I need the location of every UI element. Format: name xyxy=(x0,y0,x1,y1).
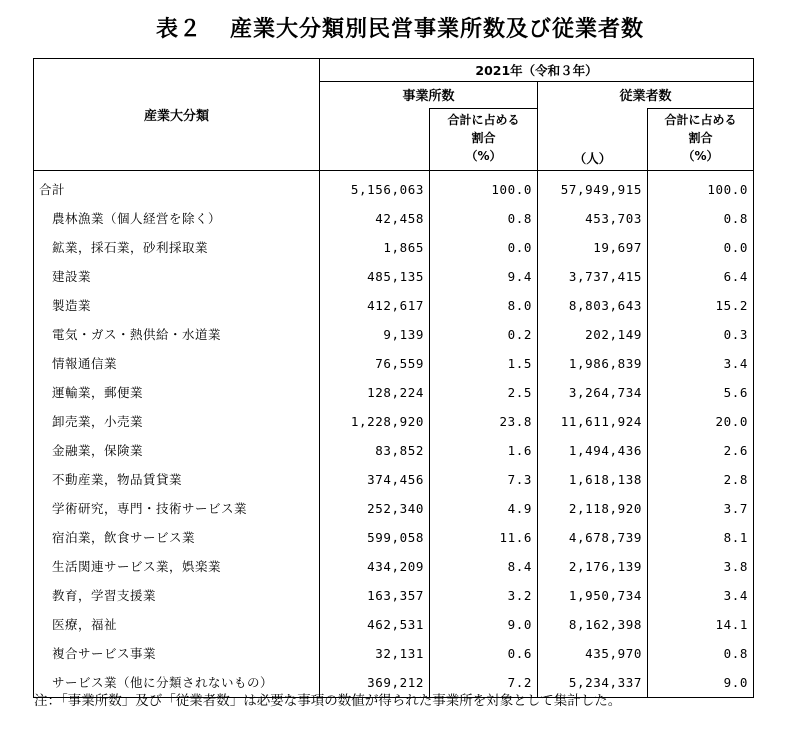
employees-value: 435,970 xyxy=(538,639,648,668)
share-line2: 割合 xyxy=(471,131,496,145)
establishments-share-value: 7.3 xyxy=(430,465,538,494)
industry-name: 学術研究，専門・技術サービス業 xyxy=(34,494,320,523)
industry-name: 運輸業，郵便業 xyxy=(34,378,320,407)
table-row xyxy=(34,465,754,494)
establishments-share-value: 100.0 xyxy=(430,170,538,204)
establishments-share-value: 8.4 xyxy=(430,552,538,581)
table-row xyxy=(34,204,754,233)
establishments-share-value: 23.8 xyxy=(430,407,538,436)
employees-share-value: 14.1 xyxy=(648,610,754,639)
industry-name: 不動産業，物品賃貸業 xyxy=(34,465,320,494)
employees-value: 453,703 xyxy=(538,204,648,233)
employees-value: 202,149 xyxy=(538,320,648,349)
establishments-share-value: 8.0 xyxy=(430,291,538,320)
employees-share-value: 0.8 xyxy=(648,639,754,668)
share-line1: 合計に占める xyxy=(447,113,520,127)
employees-value: 3,264,734 xyxy=(538,378,648,407)
employees-value: 57,949,915 xyxy=(538,170,648,204)
industry-name: サービス業（他に分類されないもの） xyxy=(34,668,320,698)
footnote: 注：「事業所数」及び「従業者数」は必要な事項の数値が得られた事業所を対象として集計した。 xyxy=(34,693,622,709)
table-row xyxy=(34,523,754,552)
header-employees-share xyxy=(648,109,754,171)
industry-name: 医療，福祉 xyxy=(34,610,320,639)
establishments-value: 5,156,063 xyxy=(320,170,430,204)
industry-name: 製造業 xyxy=(34,291,320,320)
header-establishments: 事業所数 xyxy=(320,82,538,109)
industry-name: 複合サービス事業 xyxy=(34,639,320,668)
statistics-table xyxy=(33,58,754,698)
table-row xyxy=(34,320,754,349)
employees-share-value: 3.4 xyxy=(648,581,754,610)
establishments-value: 128,224 xyxy=(320,378,430,407)
industry-name: 建設業 xyxy=(34,262,320,291)
table-number: 表２ xyxy=(155,17,202,42)
table-row xyxy=(34,349,754,378)
employees-share-value: 0.0 xyxy=(648,233,754,262)
employees-share-value: 5.6 xyxy=(648,378,754,407)
industry-name: 農林漁業（個人経営を除く） xyxy=(34,204,320,233)
establishments-share-value: 0.2 xyxy=(430,320,538,349)
employees-share-value: 3.4 xyxy=(648,349,754,378)
employees-value: 3,737,415 xyxy=(538,262,648,291)
table-row xyxy=(34,610,754,639)
establishments-value: 32,131 xyxy=(320,639,430,668)
establishments-value: 485,135 xyxy=(320,262,430,291)
share-line1: 合計に占める xyxy=(664,113,737,127)
employees-share-value: 0.3 xyxy=(648,320,754,349)
industry-name: 情報通信業 xyxy=(34,349,320,378)
establishments-value: 462,531 xyxy=(320,610,430,639)
industry-name: 教育，学習支援業 xyxy=(34,581,320,610)
employees-value: 5,234,337 xyxy=(538,668,648,698)
employees-value: 2,176,139 xyxy=(538,552,648,581)
table-row xyxy=(34,581,754,610)
establishments-share-value: 0.0 xyxy=(430,233,538,262)
establishments-value: 1,865 xyxy=(320,233,430,262)
table-row xyxy=(34,494,754,523)
establishments-share-value: 2.5 xyxy=(430,378,538,407)
employees-share-value: 6.4 xyxy=(648,262,754,291)
employees-value: 2,118,920 xyxy=(538,494,648,523)
employees-value: 8,803,643 xyxy=(538,291,648,320)
employees-share-value: 9.0 xyxy=(648,668,754,698)
establishments-share-value: 4.9 xyxy=(430,494,538,523)
employees-share-value: 20.0 xyxy=(648,407,754,436)
industry-name: 合計 xyxy=(34,170,320,204)
header-persons-unit: （人） xyxy=(538,109,648,171)
header-industry-category: 産業大分類 xyxy=(34,59,320,171)
industry-name: 金融業，保険業 xyxy=(34,436,320,465)
establishments-value: 42,458 xyxy=(320,204,430,233)
table-row xyxy=(34,552,754,581)
table-row xyxy=(34,378,754,407)
employees-share-value: 3.8 xyxy=(648,552,754,581)
establishments-value: 9,139 xyxy=(320,320,430,349)
page-title xyxy=(0,12,800,43)
employees-share-value: 100.0 xyxy=(648,170,754,204)
establishments-value: 369,212 xyxy=(320,668,430,698)
establishments-value: 374,456 xyxy=(320,465,430,494)
establishments-value: 1,228,920 xyxy=(320,407,430,436)
employees-value: 1,618,138 xyxy=(538,465,648,494)
employees-share-value: 2.6 xyxy=(648,436,754,465)
establishments-share-value: 11.6 xyxy=(430,523,538,552)
establishments-share-value: 3.2 xyxy=(430,581,538,610)
header-year: 2021年（令和３年） xyxy=(320,59,754,82)
employees-value: 1,986,839 xyxy=(538,349,648,378)
header-spacer xyxy=(320,109,430,171)
establishments-share-value: 1.6 xyxy=(430,436,538,465)
employees-value: 8,162,398 xyxy=(538,610,648,639)
employees-share-value: 15.2 xyxy=(648,291,754,320)
table-row xyxy=(34,436,754,465)
establishments-value: 599,058 xyxy=(320,523,430,552)
industry-name: 卸売業，小売業 xyxy=(34,407,320,436)
table-row xyxy=(34,639,754,668)
establishments-value: 252,340 xyxy=(320,494,430,523)
industry-name: 生活関連サービス業，娯楽業 xyxy=(34,552,320,581)
table-row xyxy=(34,233,754,262)
share-line2: 割合 xyxy=(688,131,713,145)
employees-value: 1,950,734 xyxy=(538,581,648,610)
employees-share-value: 3.7 xyxy=(648,494,754,523)
share-unit: （%） xyxy=(465,149,502,163)
establishments-share-value: 9.0 xyxy=(430,610,538,639)
establishments-share-value: 1.5 xyxy=(430,349,538,378)
establishments-share-value: 9.4 xyxy=(430,262,538,291)
employees-value: 1,494,436 xyxy=(538,436,648,465)
industry-name: 鉱業，採石業，砂利採取業 xyxy=(34,233,320,262)
industry-name: 宿泊業，飲食サービス業 xyxy=(34,523,320,552)
employees-value: 19,697 xyxy=(538,233,648,262)
employees-share-value: 0.8 xyxy=(648,204,754,233)
establishments-share-value: 7.2 xyxy=(430,668,538,698)
table-row xyxy=(34,407,754,436)
table-row xyxy=(34,170,754,204)
table-title-text: 産業大分類別民営事業所数及び従業者数 xyxy=(230,17,645,42)
employees-value: 4,678,739 xyxy=(538,523,648,552)
establishments-share-value: 0.6 xyxy=(430,639,538,668)
establishments-value: 163,357 xyxy=(320,581,430,610)
industry-name: 電気・ガス・熱供給・水道業 xyxy=(34,320,320,349)
establishments-value: 83,852 xyxy=(320,436,430,465)
header-establishments-share xyxy=(430,109,538,171)
header-employees: 従業者数 xyxy=(538,82,754,109)
employees-share-value: 8.1 xyxy=(648,523,754,552)
employees-share-value: 2.8 xyxy=(648,465,754,494)
table-row xyxy=(34,262,754,291)
establishments-value: 434,209 xyxy=(320,552,430,581)
employees-value: 11,611,924 xyxy=(538,407,648,436)
establishments-share-value: 0.8 xyxy=(430,204,538,233)
table-row xyxy=(34,291,754,320)
establishments-value: 76,559 xyxy=(320,349,430,378)
share-unit: （%） xyxy=(682,149,719,163)
establishments-value: 412,617 xyxy=(320,291,430,320)
